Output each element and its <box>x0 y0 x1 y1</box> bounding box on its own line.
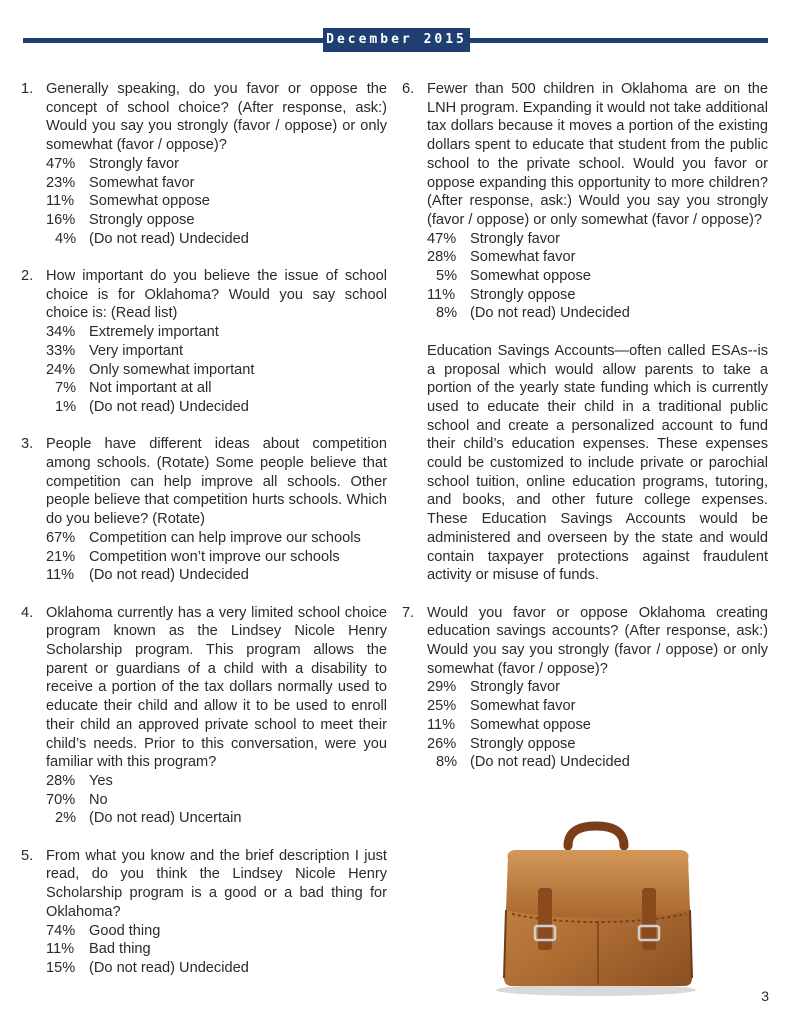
answer-row <box>46 174 387 193</box>
answer-row <box>46 959 387 978</box>
answer-row <box>46 772 387 791</box>
esa-description-paragraph: Education Savings Accounts—often called ESAs--is a proposal which would allow parents to take a portion of the yearly state funding which is currently used to educate their child in a traditional public school and create a personalized account to fund their child’s education expenses. These expenses could be customized to include private or parochial school tuition, online education programs, tutoring, and books, and other future college expenses. These Education Savings Accounts would be administered and overseen by the state and would contain taxpayer protections against fraudulent activity or misuse of funds. <box>427 342 768 584</box>
answer-label: Strongly oppose <box>470 735 576 752</box>
answer-row <box>46 922 387 941</box>
answer-row <box>46 529 387 548</box>
answer-label: (Do not read) Uncertain <box>89 810 242 827</box>
answer-label: Strongly favor <box>470 679 561 696</box>
answer-pct: 21% <box>46 548 76 565</box>
answer-pct: 5% <box>436 268 458 285</box>
answer-label: Somewhat oppose <box>89 193 210 210</box>
survey-question-7 <box>402 604 768 772</box>
answer-pct: 11% <box>46 567 75 584</box>
answer-label: Strongly favor <box>89 155 180 172</box>
answer-label: Somewhat favor <box>470 698 576 715</box>
answer-pct: 4% <box>55 230 77 247</box>
survey-question-3 <box>21 435 387 585</box>
survey-question-4 <box>21 604 387 828</box>
answer-row <box>46 398 387 417</box>
answer-pct: 2% <box>55 810 77 827</box>
answer-label: (Do not read) Undecided <box>89 398 249 415</box>
answer-pct: 33% <box>46 342 76 359</box>
answer-pct: 11% <box>427 716 456 733</box>
satchel-icon <box>478 818 718 998</box>
answer-row <box>46 566 387 585</box>
answer-row <box>46 548 387 567</box>
answer-pct: 47% <box>427 230 457 247</box>
answer-row <box>427 735 768 754</box>
answer-row <box>46 940 387 959</box>
answer-label: Somewhat favor <box>470 249 576 266</box>
answer-label: Bad thing <box>89 941 151 958</box>
answer-row <box>46 809 387 828</box>
answer-label: (Do not read) Undecided <box>470 754 630 771</box>
answer-label: (Do not read) Undecided <box>89 567 249 584</box>
answer-row <box>46 211 387 230</box>
answer-label: Only somewhat important <box>89 361 255 378</box>
answer-pct: 34% <box>46 324 76 341</box>
answer-label: Very important <box>89 342 184 359</box>
answer-label: Competition can help improve our schools <box>89 529 361 546</box>
answer-label: (Do not read) Undecided <box>470 305 630 322</box>
answer-row <box>46 379 387 398</box>
answer-row <box>427 286 768 305</box>
question-text: Generally speaking, do you favor or oppose the concept of school choice? (After response, ask:) Would you say you strongly (favor / oppose) or only somewhat (favor / oppose)? <box>46 81 387 154</box>
answer-pct: 11% <box>46 193 75 210</box>
answer-label: Strongly oppose <box>89 211 195 228</box>
answer-pct: 1% <box>55 398 77 415</box>
answer-label: Somewhat favor <box>89 174 195 191</box>
answer-row <box>46 791 387 810</box>
question-number: 6. <box>402 81 415 97</box>
answer-pct: 16% <box>46 211 76 228</box>
answer-label: (Do not read) Undecided <box>89 230 249 247</box>
answer-label: Somewhat oppose <box>470 268 591 285</box>
answer-row <box>46 230 387 249</box>
answer-pct: 15% <box>46 959 76 976</box>
right-column <box>402 80 768 791</box>
question-number: 4. <box>21 604 34 621</box>
answer-row <box>46 192 387 211</box>
answer-pct: 74% <box>46 922 76 939</box>
header-rule-right <box>470 38 768 43</box>
question-number: 1. <box>21 81 34 97</box>
question-text: How important do you believe the issue of school choice is for Oklahoma? Would you say school choice is: (Read list) <box>46 268 387 322</box>
question-text: Would you favor or oppose Oklahoma creating education savings accounts? (After response, ask:) Would you say you strongly (favor / oppose) or only somewhat (favor / oppose)? <box>427 604 768 677</box>
issue-date-banner: December 2015 <box>323 28 470 52</box>
answer-row <box>46 361 387 380</box>
answer-label: Competition won’t improve our schools <box>89 548 340 565</box>
answer-label: Strongly favor <box>470 230 561 247</box>
answer-row <box>427 304 768 323</box>
answer-row <box>427 267 768 286</box>
answer-label: Somewhat oppose <box>470 716 591 733</box>
answer-row <box>46 323 387 342</box>
survey-question-2 <box>21 267 387 417</box>
question-text: From what you know and the brief description I just read, do you think the Lindsey Nicole Henry Scholarship program is a good or a bad thing for Oklahoma? <box>46 847 387 920</box>
answer-row <box>427 678 768 697</box>
header-rule-left <box>23 38 323 43</box>
answer-row <box>427 230 768 249</box>
question-number: 2. <box>21 268 34 285</box>
answer-pct: 28% <box>46 772 76 789</box>
question-text: Oklahoma currently has a very limited school choice program known as the Lindsey Nicole Henry Scholarship program. This program allows the parent or guardians of a child with a disability to receive a portion of the tax dollars normally used to educate their child and allow it to be used to enroll their child an approved private school to meet their child’s needs. Prior to this conversation, were you familiar with this program? <box>46 604 387 771</box>
answer-label: Not important at all <box>89 380 212 397</box>
left-column <box>21 80 387 996</box>
answer-pct: 29% <box>427 679 457 696</box>
answer-label: Yes <box>89 772 113 789</box>
answer-label: Good thing <box>89 922 161 939</box>
survey-question-5 <box>21 847 387 978</box>
survey-question-6 <box>402 80 768 323</box>
answer-row <box>427 248 768 267</box>
answer-row <box>427 716 768 735</box>
question-number: 7. <box>402 604 415 621</box>
page-number: 3 <box>761 988 769 1004</box>
answer-pct: 11% <box>46 941 75 958</box>
answer-pct: 11% <box>427 286 456 303</box>
question-number: 5. <box>21 847 34 864</box>
answer-pct: 8% <box>436 754 458 771</box>
answer-label: Strongly oppose <box>470 286 576 303</box>
question-number: 3. <box>21 436 34 453</box>
question-text: People have different ideas about competition among schools. (Rotate) Some people believe that competition can help improve all schools. Other people believe that competition hurts schools. Which do you believe? (Rotate) <box>46 436 387 528</box>
answer-row <box>46 155 387 174</box>
answer-label: Extremely important <box>89 324 219 341</box>
answer-row <box>46 342 387 361</box>
answer-pct: 26% <box>427 735 457 752</box>
answer-pct: 25% <box>427 698 457 715</box>
answer-pct: 47% <box>46 155 76 172</box>
answer-label: (Do not read) Undecided <box>89 959 249 976</box>
answer-row <box>427 753 768 772</box>
answer-pct: 67% <box>46 529 76 546</box>
answer-pct: 24% <box>46 361 76 378</box>
answer-pct: 28% <box>427 249 457 266</box>
question-text: Fewer than 500 children in Oklahoma are on the LNH program. Expanding it would not take additional tax dollars because it moves a portion of the existing dollars spent to educate that student from the public school to the private school. Would you favor or oppose expanding this opportunity to more children? (After response, ask:) Would you say you strongly (favor / oppose) or only somewhat (favor / oppose)? <box>427 81 768 228</box>
survey-question-1 <box>21 80 387 248</box>
answer-label: No <box>89 791 108 808</box>
answer-row <box>427 697 768 716</box>
answer-pct: 7% <box>55 380 77 397</box>
answer-pct: 23% <box>46 174 76 191</box>
answer-pct: 70% <box>46 791 76 808</box>
answer-pct: 8% <box>436 305 458 322</box>
